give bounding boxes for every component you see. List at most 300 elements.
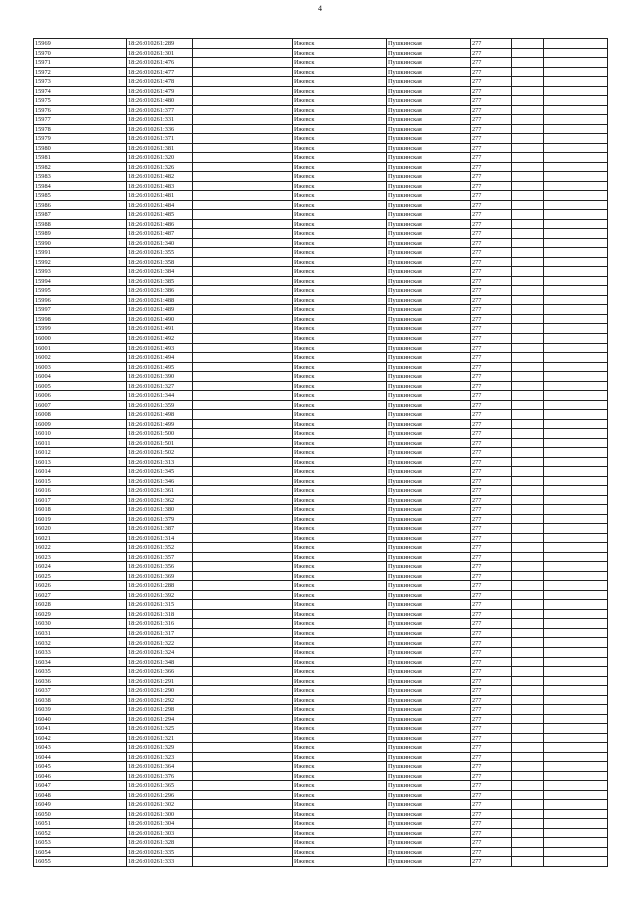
house-number-cell: 277 <box>471 514 512 524</box>
street-cell: Пушкинская <box>387 324 471 334</box>
city-cell: Ижевск <box>293 134 387 144</box>
street-cell: Пушкинская <box>387 210 471 220</box>
street-cell: Пушкинская <box>387 581 471 591</box>
cadastral-number-cell: 18:26:010261:322 <box>127 638 193 648</box>
empty-cell <box>193 743 293 753</box>
street-cell: Пушкинская <box>387 657 471 667</box>
city-cell: Ижевск <box>293 590 387 600</box>
table-row <box>34 67 608 77</box>
house-number-cell: 277 <box>471 124 512 134</box>
city-cell: Ижевск <box>293 648 387 658</box>
street-cell: Пушкинская <box>387 771 471 781</box>
house-number-cell: 277 <box>471 257 512 267</box>
city-cell: Ижевск <box>293 372 387 382</box>
table-row <box>34 695 608 705</box>
row-number-cell: 15996 <box>34 295 127 305</box>
street-cell: Пушкинская <box>387 77 471 87</box>
city-cell: Ижевск <box>293 600 387 610</box>
house-number-cell: 277 <box>471 438 512 448</box>
city-cell: Ижевск <box>293 438 387 448</box>
table-row <box>34 429 608 439</box>
empty-cell <box>512 524 544 534</box>
table-row <box>34 400 608 410</box>
city-cell: Ижевск <box>293 191 387 201</box>
empty-cell <box>193 819 293 829</box>
street-cell: Пушкинская <box>387 800 471 810</box>
empty-cell <box>512 505 544 515</box>
empty-cell <box>193 438 293 448</box>
empty-cell <box>512 705 544 715</box>
street-cell: Пушкинская <box>387 305 471 315</box>
street-cell: Пушкинская <box>387 372 471 382</box>
street-cell: Пушкинская <box>387 847 471 857</box>
empty-cell <box>512 143 544 153</box>
table-row <box>34 800 608 810</box>
house-number-cell: 277 <box>471 276 512 286</box>
table-row <box>34 191 608 201</box>
table-row <box>34 600 608 610</box>
street-cell: Пушкинская <box>387 162 471 172</box>
table-row <box>34 172 608 182</box>
empty-cell <box>512 628 544 638</box>
row-number-cell: 15998 <box>34 314 127 324</box>
city-cell: Ижевск <box>293 857 387 867</box>
empty-cell <box>544 695 608 705</box>
cadastral-number-cell: 18:26:010261:362 <box>127 495 193 505</box>
empty-cell <box>193 96 293 106</box>
empty-cell <box>193 172 293 182</box>
empty-cell <box>512 419 544 429</box>
cadastral-number-cell: 18:26:010261:501 <box>127 438 193 448</box>
empty-cell <box>512 476 544 486</box>
table-row <box>34 657 608 667</box>
table-row <box>34 229 608 239</box>
table-row <box>34 372 608 382</box>
house-number-cell: 277 <box>471 562 512 572</box>
empty-cell <box>193 828 293 838</box>
empty-cell <box>512 857 544 867</box>
city-cell: Ижевск <box>293 295 387 305</box>
table-row <box>34 495 608 505</box>
city-cell: Ижевск <box>293 667 387 677</box>
house-number-cell: 277 <box>471 362 512 372</box>
empty-cell <box>544 362 608 372</box>
table-row <box>34 39 608 49</box>
house-number-cell: 277 <box>471 400 512 410</box>
row-number-cell: 15979 <box>34 134 127 144</box>
empty-cell <box>512 200 544 210</box>
city-cell: Ижевск <box>293 391 387 401</box>
cadastral-number-cell: 18:26:010261:499 <box>127 419 193 429</box>
empty-cell <box>544 381 608 391</box>
table-row <box>34 705 608 715</box>
city-cell: Ижевск <box>293 39 387 49</box>
empty-cell <box>193 267 293 277</box>
cadastral-number-cell: 18:26:010261:314 <box>127 533 193 543</box>
city-cell: Ижевск <box>293 847 387 857</box>
cadastral-number-cell: 18:26:010261:485 <box>127 210 193 220</box>
cadastral-number-cell: 18:26:010261:327 <box>127 381 193 391</box>
table-row <box>34 581 608 591</box>
empty-cell <box>544 676 608 686</box>
row-number-cell: 16025 <box>34 571 127 581</box>
street-cell: Пушкинская <box>387 705 471 715</box>
row-number-cell: 16021 <box>34 533 127 543</box>
empty-cell <box>544 115 608 125</box>
house-number-cell: 277 <box>471 657 512 667</box>
empty-cell <box>544 667 608 677</box>
city-cell: Ижевск <box>293 686 387 696</box>
row-number-cell: 15977 <box>34 115 127 125</box>
house-number-cell: 277 <box>471 115 512 125</box>
empty-cell <box>544 343 608 353</box>
table-row <box>34 476 608 486</box>
empty-cell <box>544 143 608 153</box>
table-row <box>34 305 608 315</box>
empty-cell <box>544 162 608 172</box>
empty-cell <box>193 372 293 382</box>
empty-cell <box>544 295 608 305</box>
empty-cell <box>544 172 608 182</box>
cadastral-number-cell: 18:26:010261:390 <box>127 372 193 382</box>
row-number-cell: 16007 <box>34 400 127 410</box>
table-row <box>34 676 608 686</box>
empty-cell <box>512 676 544 686</box>
empty-cell <box>512 162 544 172</box>
empty-cell <box>544 314 608 324</box>
row-number-cell: 16034 <box>34 657 127 667</box>
empty-cell <box>193 39 293 49</box>
table-row <box>34 295 608 305</box>
table-row <box>34 667 608 677</box>
table-row <box>34 391 608 401</box>
city-cell: Ижевск <box>293 219 387 229</box>
row-number-cell: 16019 <box>34 514 127 524</box>
city-cell: Ижевск <box>293 638 387 648</box>
city-cell: Ижевск <box>293 324 387 334</box>
house-number-cell: 277 <box>471 533 512 543</box>
city-cell: Ижевск <box>293 733 387 743</box>
house-number-cell: 277 <box>471 800 512 810</box>
street-cell: Пушкинская <box>387 752 471 762</box>
empty-cell <box>544 429 608 439</box>
street-cell: Пушкинская <box>387 552 471 562</box>
city-cell: Ижевск <box>293 400 387 410</box>
row-number-cell: 16012 <box>34 448 127 458</box>
cadastral-number-cell: 18:26:010261:328 <box>127 838 193 848</box>
empty-cell <box>544 410 608 420</box>
cadastral-number-cell: 18:26:010261:369 <box>127 571 193 581</box>
city-cell: Ижевск <box>293 743 387 753</box>
empty-cell <box>544 333 608 343</box>
street-cell: Пушкинская <box>387 448 471 458</box>
empty-cell <box>544 86 608 96</box>
empty-cell <box>193 628 293 638</box>
empty-cell <box>193 400 293 410</box>
row-number-cell: 16018 <box>34 505 127 515</box>
cadastral-number-cell: 18:26:010261:352 <box>127 543 193 553</box>
city-cell: Ижевск <box>293 362 387 372</box>
empty-cell <box>544 524 608 534</box>
row-number-cell: 15971 <box>34 58 127 68</box>
row-number-cell: 16040 <box>34 714 127 724</box>
row-number-cell: 15975 <box>34 96 127 106</box>
empty-cell <box>512 562 544 572</box>
cadastral-number-cell: 18:26:010261:364 <box>127 762 193 772</box>
cadastral-number-cell: 18:26:010261:298 <box>127 705 193 715</box>
city-cell: Ижевск <box>293 486 387 496</box>
empty-cell <box>512 115 544 125</box>
row-number-cell: 16035 <box>34 667 127 677</box>
row-number-cell: 15981 <box>34 153 127 163</box>
table-row <box>34 543 608 553</box>
empty-cell <box>544 276 608 286</box>
empty-cell <box>193 609 293 619</box>
empty-cell <box>512 838 544 848</box>
empty-cell <box>193 305 293 315</box>
empty-cell <box>193 191 293 201</box>
city-cell: Ижевск <box>293 657 387 667</box>
street-cell: Пушкинская <box>387 476 471 486</box>
row-number-cell: 16050 <box>34 809 127 819</box>
empty-cell <box>544 48 608 58</box>
empty-cell <box>544 819 608 829</box>
empty-cell <box>193 657 293 667</box>
cadastral-number-cell: 18:26:010261:323 <box>127 752 193 762</box>
row-number-cell: 15972 <box>34 67 127 77</box>
table-row <box>34 781 608 791</box>
row-number-cell: 16048 <box>34 790 127 800</box>
city-cell: Ижевск <box>293 809 387 819</box>
empty-cell <box>512 533 544 543</box>
empty-cell <box>193 543 293 553</box>
street-cell: Пушкинская <box>387 733 471 743</box>
house-number-cell: 277 <box>471 410 512 420</box>
empty-cell <box>193 514 293 524</box>
house-number-cell: 277 <box>471 609 512 619</box>
empty-cell <box>544 562 608 572</box>
street-cell: Пушкинская <box>387 105 471 115</box>
row-number-cell: 16039 <box>34 705 127 715</box>
empty-cell <box>544 533 608 543</box>
cadastral-number-cell: 18:26:010261:365 <box>127 781 193 791</box>
empty-cell <box>193 391 293 401</box>
table-row <box>34 733 608 743</box>
row-number-cell: 15976 <box>34 105 127 115</box>
house-number-cell: 277 <box>471 467 512 477</box>
cadastral-number-cell: 18:26:010261:482 <box>127 172 193 182</box>
table-row <box>34 219 608 229</box>
house-number-cell: 277 <box>471 648 512 658</box>
house-number-cell: 277 <box>471 248 512 258</box>
empty-cell <box>193 667 293 677</box>
row-number-cell: 15969 <box>34 39 127 49</box>
cadastral-number-cell: 18:26:010261:335 <box>127 847 193 857</box>
city-cell: Ижевск <box>293 581 387 591</box>
city-cell: Ижевск <box>293 495 387 505</box>
table-row <box>34 286 608 296</box>
row-number-cell: 16046 <box>34 771 127 781</box>
empty-cell <box>544 134 608 144</box>
cadastral-number-cell: 18:26:010261:345 <box>127 467 193 477</box>
row-number-cell: 16008 <box>34 410 127 420</box>
row-number-cell: 15997 <box>34 305 127 315</box>
city-cell: Ижевск <box>293 419 387 429</box>
empty-cell <box>193 571 293 581</box>
house-number-cell: 277 <box>471 781 512 791</box>
empty-cell <box>512 762 544 772</box>
table-row <box>34 153 608 163</box>
city-cell: Ижевск <box>293 828 387 838</box>
table-row <box>34 200 608 210</box>
street-cell: Пушкинская <box>387 790 471 800</box>
empty-cell <box>193 533 293 543</box>
cadastral-number-cell: 18:26:010261:478 <box>127 77 193 87</box>
house-number-cell: 277 <box>471 828 512 838</box>
empty-cell <box>193 838 293 848</box>
street-cell: Пушкинская <box>387 571 471 581</box>
city-cell: Ижевск <box>293 229 387 239</box>
row-number-cell: 16017 <box>34 495 127 505</box>
house-number-cell: 277 <box>471 381 512 391</box>
empty-cell <box>544 781 608 791</box>
empty-cell <box>193 48 293 58</box>
empty-cell <box>544 571 608 581</box>
empty-cell <box>193 562 293 572</box>
empty-cell <box>193 600 293 610</box>
row-number-cell: 15995 <box>34 286 127 296</box>
cadastral-number-cell: 18:26:010261:392 <box>127 590 193 600</box>
street-cell: Пушкинская <box>387 153 471 163</box>
row-number-cell: 16031 <box>34 628 127 638</box>
row-number-cell: 15986 <box>34 200 127 210</box>
empty-cell <box>544 590 608 600</box>
house-number-cell: 277 <box>471 628 512 638</box>
table-row <box>34 552 608 562</box>
empty-cell <box>512 77 544 87</box>
street-cell: Пушкинская <box>387 590 471 600</box>
street-cell: Пушкинская <box>387 514 471 524</box>
street-cell: Пушкинская <box>387 857 471 867</box>
empty-cell <box>544 743 608 753</box>
row-number-cell: 16038 <box>34 695 127 705</box>
table-row <box>34 362 608 372</box>
city-cell: Ижевск <box>293 162 387 172</box>
house-number-cell: 277 <box>471 96 512 106</box>
street-cell: Пушкинская <box>387 809 471 819</box>
table-row <box>34 609 608 619</box>
empty-cell <box>544 628 608 638</box>
row-number-cell: 15992 <box>34 257 127 267</box>
city-cell: Ижевск <box>293 705 387 715</box>
city-cell: Ижевск <box>293 238 387 248</box>
row-number-cell: 15983 <box>34 172 127 182</box>
table-row <box>34 48 608 58</box>
row-number-cell: 16044 <box>34 752 127 762</box>
cadastral-number-cell: 18:26:010261:356 <box>127 562 193 572</box>
row-number-cell: 15984 <box>34 181 127 191</box>
empty-cell <box>544 191 608 201</box>
empty-cell <box>544 467 608 477</box>
city-cell: Ижевск <box>293 762 387 772</box>
page-number: 4 <box>318 4 322 13</box>
table-row <box>34 343 608 353</box>
cadastral-number-cell: 18:26:010261:481 <box>127 191 193 201</box>
cadastral-number-cell: 18:26:010261:385 <box>127 276 193 286</box>
city-cell: Ижевск <box>293 790 387 800</box>
cadastral-number-cell: 18:26:010261:340 <box>127 238 193 248</box>
empty-cell <box>512 286 544 296</box>
table-row <box>34 58 608 68</box>
row-number-cell: 16006 <box>34 391 127 401</box>
city-cell: Ижевск <box>293 305 387 315</box>
cadastral-number-cell: 18:26:010261:315 <box>127 600 193 610</box>
house-number-cell: 277 <box>471 752 512 762</box>
empty-cell <box>193 648 293 658</box>
empty-cell <box>193 162 293 172</box>
empty-cell <box>193 333 293 343</box>
row-number-cell: 15987 <box>34 210 127 220</box>
street-cell: Пушкинская <box>387 134 471 144</box>
cadastral-number-cell: 18:26:010261:320 <box>127 153 193 163</box>
empty-cell <box>544 58 608 68</box>
empty-cell <box>544 77 608 87</box>
city-cell: Ижевск <box>293 457 387 467</box>
house-number-cell: 277 <box>471 847 512 857</box>
street-cell: Пушкинская <box>387 609 471 619</box>
empty-cell <box>193 476 293 486</box>
cadastral-number-cell: 18:26:010261:376 <box>127 771 193 781</box>
empty-cell <box>193 67 293 77</box>
table-row <box>34 124 608 134</box>
street-cell: Пушкинская <box>387 828 471 838</box>
empty-cell <box>544 476 608 486</box>
city-cell: Ижевск <box>293 210 387 220</box>
street-cell: Пушкинская <box>387 467 471 477</box>
street-cell: Пушкинская <box>387 819 471 829</box>
cadastral-number-cell: 18:26:010261:495 <box>127 362 193 372</box>
street-cell: Пушкинская <box>387 286 471 296</box>
row-number-cell: 15988 <box>34 219 127 229</box>
row-number-cell: 16024 <box>34 562 127 572</box>
empty-cell <box>193 857 293 867</box>
empty-cell <box>512 438 544 448</box>
empty-cell <box>193 353 293 363</box>
city-cell: Ижевск <box>293 628 387 638</box>
street-cell: Пушкинская <box>387 229 471 239</box>
city-cell: Ижевск <box>293 695 387 705</box>
empty-cell <box>544 248 608 258</box>
empty-cell <box>512 590 544 600</box>
row-number-cell: 16004 <box>34 372 127 382</box>
table-row <box>34 162 608 172</box>
empty-cell <box>193 181 293 191</box>
street-cell: Пушкинская <box>387 762 471 772</box>
cadastral-number-cell: 18:26:010261:380 <box>127 505 193 515</box>
empty-cell <box>512 58 544 68</box>
empty-cell <box>512 790 544 800</box>
empty-cell <box>544 552 608 562</box>
cadastral-number-cell: 18:26:010261:301 <box>127 48 193 58</box>
empty-cell <box>193 200 293 210</box>
cadastral-number-cell: 18:26:010261:303 <box>127 828 193 838</box>
empty-cell <box>512 695 544 705</box>
cadastral-number-cell: 18:26:010261:492 <box>127 333 193 343</box>
table-row <box>34 238 608 248</box>
street-cell: Пушкинская <box>387 686 471 696</box>
empty-cell <box>512 609 544 619</box>
row-number-cell: 15990 <box>34 238 127 248</box>
